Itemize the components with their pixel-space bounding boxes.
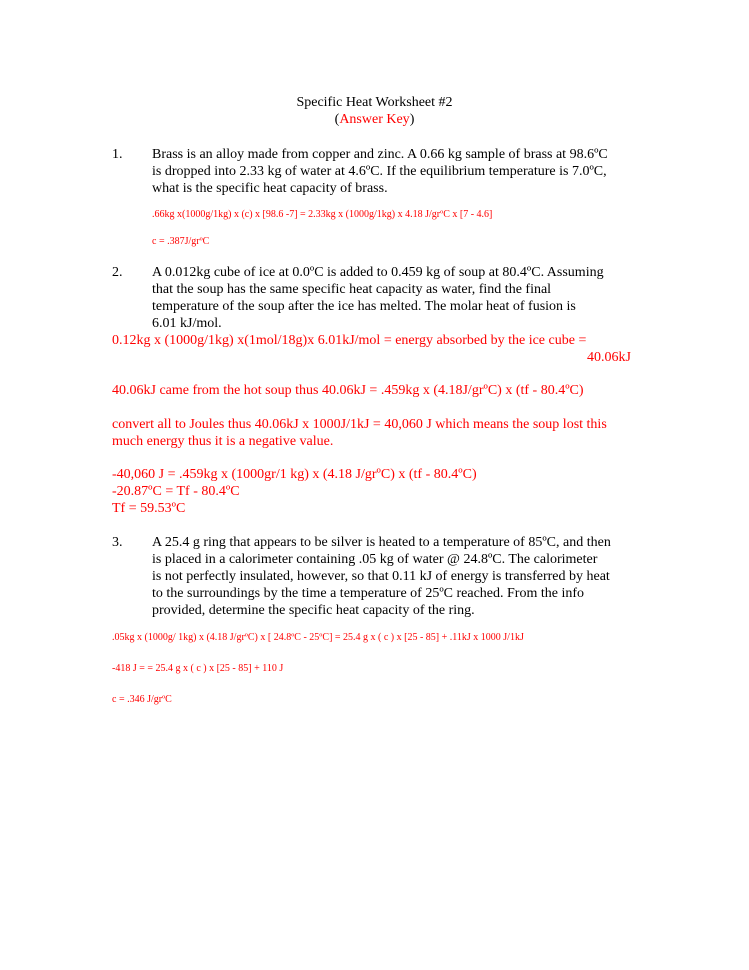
problem-3-answer-line: -418 J = = 25.4 g x ( c ) x [25 - 85] + 110 J (112, 663, 284, 674)
answer-key-label: (Answer Key) (334, 112, 415, 127)
problem-2-text-line: A 0.012kg cube of ice at 0.0ºC is added to 0.459 kg of soup at 80.4ºC. Assuming (152, 265, 604, 280)
problem-2-answer-result: Tf = 59.53ºC (112, 501, 186, 516)
problem-2-text-line: that the soup has the same specific heat capacity as water, find the final (152, 282, 552, 297)
problem-1-text-line: is dropped into 2.33 kg of water at 4.6ºC. If the equilibrium temperature is 7.0ºC, (152, 164, 607, 179)
problem-3-answer-equation: .05kg x (1000g/ 1kg) x (4.18 J/grºC) x [ 24.8ºC - 25ºC] = 25.4 g x ( c ) x [25 - 85] + .11kJ x 1000 J/1kJ (112, 632, 524, 643)
problem-2-number: 2. (112, 265, 123, 280)
problem-3-text-line: is placed in a calorimeter containing .05 kg of water @ 24.8ºC. The calorimeter (152, 552, 598, 567)
problem-1-text-line: Brass is an alloy made from copper and zinc. A 0.66 kg sample of brass at 98.6ºC (152, 147, 608, 162)
problem-1-answer-equation: .66kg x(1000g/1kg) x (c) x [98.6 -7] = 2.33kg x (1000g/1kg) x 4.18 J/grºC x [7 - 4.6] (152, 209, 493, 220)
problem-2-answer-line: 40.06kJ came from the hot soup thus 40.06kJ = .459kg x (4.18J/grºC) x (tf - 80.4ºC) (112, 383, 584, 398)
problem-3-answer-result: c = .346 J/grºC (112, 694, 172, 705)
problem-3-text-line: is not perfectly insulated, however, so that 0.11 kJ of energy is transferred by heat (152, 569, 610, 584)
answer-key-text: Answer Key (339, 112, 410, 127)
problem-1-answer-result: c = .387J/grºC (152, 236, 210, 247)
problem-2-answer-line: -40,060 J = .459kg x (1000gr/1 kg) x (4.18 J/grºC) x (tf - 80.4ºC) (112, 467, 477, 482)
problem-2-answer-line: 0.12kg x (1000g/1kg) x(1mol/18g)x 6.01kJ/mol = energy absorbed by the ice cube = (112, 333, 587, 348)
problem-3-text-line: provided, determine the specific heat capacity of the ring. (152, 603, 475, 618)
problem-3-text-line: to the surroundings by the time a temperature of 25ºC reached. From the info (152, 586, 585, 601)
problem-2-answer-line: convert all to Joules thus 40.06kJ x 1000J/1kJ = 40,060 J which means the soup lost this (112, 417, 607, 432)
problem-2-text-line: temperature of the soup after the ice has melted. The molar heat of fusion is (152, 299, 576, 314)
problem-2-text-line: 6.01 kJ/mol. (152, 316, 222, 331)
problem-3-number: 3. (112, 535, 123, 550)
problem-2-answer-line: -20.87ºC = Tf - 80.4ºC (112, 484, 240, 499)
problem-2-answer-line: much energy thus it is a negative value. (112, 434, 334, 449)
problem-1-number: 1. (112, 147, 123, 162)
page-title: Specific Heat Worksheet #2 (296, 95, 453, 110)
problem-2-answer-line: 40.06kJ (587, 350, 631, 365)
problem-1-text-line: what is the specific heat capacity of brass. (152, 181, 388, 196)
problem-3-text-line: A 25.4 g ring that appears to be silver is heated to a temperature of 85ºC, and then (152, 535, 611, 550)
